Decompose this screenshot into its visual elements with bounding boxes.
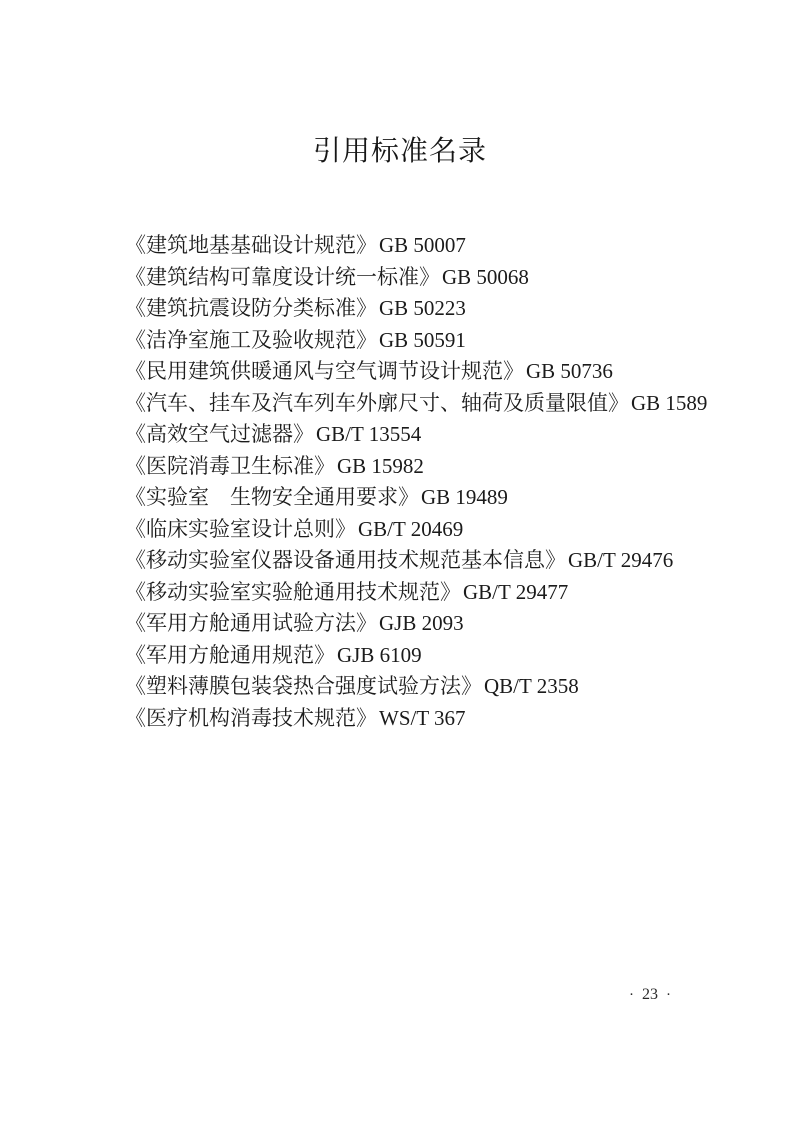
standard-list-item	[125, 577, 740, 609]
standard-code: GB/T 20469	[358, 516, 464, 541]
standard-name: 《移动实验室实验舱通用技术规范》	[125, 579, 461, 604]
standard-code: WS/T 367	[379, 705, 466, 730]
standard-code: GB 50007	[379, 233, 466, 257]
standard-code: GB 50068	[442, 264, 529, 289]
standard-list-item	[125, 262, 740, 294]
standard-code: GB 15982	[337, 453, 424, 478]
standard-code: GJB 6109	[337, 642, 422, 667]
standard-list-item	[125, 419, 740, 451]
standard-name: 《建筑地基基础设计规范》	[125, 233, 377, 257]
standard-name: 《民用建筑供暖通风与空气调节设计规范》	[125, 359, 524, 383]
standard-list-item	[125, 451, 740, 483]
standard-name: 《医院消毒卫生标准》	[125, 453, 335, 478]
standard-code: GJB 2093	[379, 611, 464, 635]
standard-code: GB 50736	[526, 359, 613, 383]
standard-list-item	[125, 356, 740, 388]
standard-name: 《建筑抗震设防分类标准》	[125, 296, 377, 320]
standard-list-item	[125, 293, 740, 325]
standard-list-item	[125, 325, 740, 357]
standard-list-item	[125, 482, 740, 514]
standard-name: 《临床实验室设计总则》	[125, 516, 356, 541]
standard-list-item	[125, 608, 740, 640]
standard-name: 《军用方舱通用试验方法》	[125, 611, 377, 635]
page-number	[560, 986, 740, 1004]
standard-code: GB/T 29476	[568, 548, 674, 572]
standard-name: 《建筑结构可靠度设计统一标准》	[125, 264, 440, 289]
standard-code: GB 1589	[631, 390, 708, 415]
standard-name: 《洁净室施工及验收规范》	[125, 327, 377, 352]
standard-list-item	[125, 545, 740, 577]
standard-name: 《塑料薄膜包装袋热合强度试验方法》	[125, 674, 482, 698]
standard-code: GB/T 29477	[463, 579, 569, 604]
standard-name: 《医疗机构消毒技术规范》	[125, 705, 377, 730]
standard-code: GB/T 13554	[316, 422, 422, 446]
standard-name: 《实验室 生物安全通用要求》	[125, 485, 419, 509]
standard-code: GB 19489	[421, 485, 508, 509]
standard-list-item	[125, 703, 740, 735]
standard-list-item	[125, 230, 740, 262]
standards-list	[125, 230, 740, 734]
standard-name: 《高效空气过滤器》	[125, 422, 314, 446]
standard-list-item	[125, 671, 740, 703]
page-title: 引用标准名录	[312, 136, 487, 167]
standard-code: GB 50591	[379, 327, 466, 352]
standard-list-item	[125, 514, 740, 546]
standard-code: QB/T 2358	[484, 674, 579, 698]
standard-name: 《移动实验室仪器设备通用技术规范基本信息》	[125, 548, 566, 572]
page-number-dot-left: ·	[629, 987, 634, 1003]
standard-name: 《军用方舱通用规范》	[125, 642, 335, 667]
standard-name: 《汽车、挂车及汽车列车外廓尺寸、轴荷及质量限值》	[125, 390, 629, 415]
standard-list-item	[125, 388, 740, 420]
standard-list-item	[125, 640, 740, 672]
standard-code: GB 50223	[379, 296, 466, 320]
page-number-dot-right: ·	[666, 987, 671, 1003]
page-number-value: 23	[642, 986, 658, 1003]
